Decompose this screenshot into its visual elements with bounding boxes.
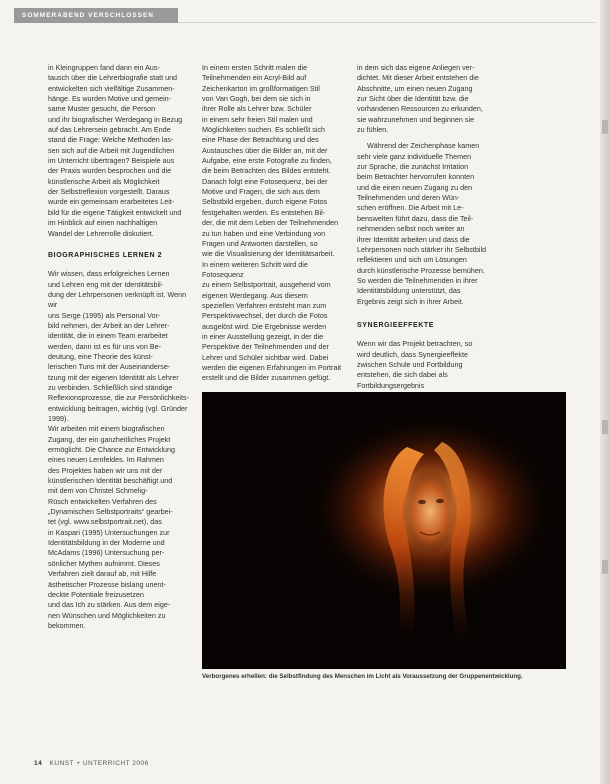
paragraph: Wenn wir das Projekt betrachten, so wird deutlich, dass Synergieeffekte zwischen Schule und Fortbildung entstehen, die sich dabei als Fortbildungsergebnis bbox=[357, 339, 473, 390]
page-number: 14 bbox=[34, 760, 43, 767]
page-footer bbox=[34, 760, 149, 767]
page-edge bbox=[600, 0, 610, 784]
edge-mark bbox=[602, 120, 608, 134]
subheading: BIOGRAPHISCHES LERNEN 2 bbox=[48, 251, 163, 259]
header-rule bbox=[178, 22, 596, 23]
text-column-2 bbox=[202, 63, 347, 384]
photo-caption: Verborgenes erhellen: die Selbstfindung des Menschen im Licht als Voraussetzung der Gruppenentwicklung. bbox=[202, 673, 523, 680]
paragraph: Während der Zeichenphase kamen sehr viele ganz individuelle Themen zur Sprache, die zunächst Irritation beim Betrachter hervorrufen konnten und die einen neuen Zugang zu den Teilnehmenden und deren Wün- schen eröffnen. Die Arbeit mit Le- benswelten führt dazu, dass die Teil- nehmenden selbst noch weiter an ihrer Identität arbeiten und dass die Lehrpersonen noch stärker ihr Selbstbild reflektieren und sich um Lösungen durch künstlerische Prozesse bemühen. So werden die Teilnehmenden in ihrer Identitätsbildung unterstützt, das Ergebnis zeigt sich in ihrer Arbeit. bbox=[357, 141, 487, 306]
paragraph: in Kleingruppen fand dann ein Aus- tausch über die Lehrerbiografie statt und entwickelten sich vielfältige Zusammen- hänge. Es wurden Motive und gemein- same Muster gesucht, die Person und ihr biografischer Werdegang in Bezug auf das Lehrersein gebracht. Am Ende stand die Frage: Welche Methoden las- sen sich auf die Arbeit mit Jugendlichen im Unterricht übertragen? Beispiele aus der Praxis wurden besprochen und die künstlerische Arbeit als Möglichkeit der Selbstreflexion vorgestellt. Daraus wurde ein gemeinsam erarbeitetes Leit- bild für die eigene Tätigkeit entwickelt und im Hinblick auf einen nachhaltigen Wandel der Lehrerrolle diskutiert. bbox=[48, 63, 183, 238]
text-column-3 bbox=[357, 63, 502, 391]
edge-mark bbox=[602, 420, 608, 434]
section-label: SOMMERABEND VERSCHLOSSEN bbox=[22, 12, 154, 19]
text-column-1 bbox=[48, 63, 193, 631]
paragraph: in dem sich das eigene Anliegen ver- dichtet. Mit dieser Arbeit entstehen die Abschnitte, um einen neuen Zugang zur Sicht über die Identität bzw. die vorhandenen Ressourcen zu erkunden, sie wahrzunehmen und beginnen sie zu fühlen. bbox=[357, 63, 483, 135]
section-header bbox=[14, 8, 178, 23]
subheading: SYNERGIEEFFEKTE bbox=[357, 321, 435, 329]
portrait-image bbox=[202, 392, 566, 669]
portrait-photo bbox=[202, 392, 566, 669]
paragraph: In einem ersten Schritt malen die Teilnehmenden ein Acryl-Bild auf Zeichenkarton im großformatigen Stil von Van Gogh, bei dem sie sich in ihrer Rolle als Lehrer bzw. Schüler in einem sehr freien Stil malen und Möglichkeiten suchen. Es schließt sich eine Phase der Betrachtung und des Austausches über die Bilder an, mit der Aufgabe, eine erste Fotografie zu finden, die beim Betrachten des Bildes entsteht. Danach folgt eine Fotosequenz, bei der Motive und Fragen, die sich aus dem Selbstbild ergeben, durch eigene Fotos festgehalten werden. Es entstehen Bil- der, die mit dem Leben der Teilnehmenden zu tun haben und eine Verbindung von Fragen und Antworten darstellen, so wie die Visualisierung der Identitätsarbeit. In einem weiteren Schritt wird die Fotosequenz zu einem Selbstportrait, ausgehend vom eigenen Werdegang. Aus diesem speziellen Verfahren entsteht man zum Perspektivwechsel, der durch die Fotos ausgelöst wird. Die Ergebnisse werden in einer Ausstellung gezeigt, in der die Perspektive der Teilnehmenden und der Lehrer und Schüler sichtbar wird. Dabei werden die eigenen Erfahrungen im Portrait erstellt und die Bilder zusammen gefügt. bbox=[202, 63, 342, 383]
edge-mark bbox=[602, 560, 608, 574]
paragraph: Wir wissen, dass erfolgreiches Lernen und Lehren eng mit der Identitätsbil- dung der Lehrpersonen verknüpft ist. Wenn wir uns Serge (1995) als Personal Vor- bild nehmen, der Arbeit an der Lehrer- identität, die in einem Team erarbeitet werden, dann ist es für uns von Be- deutung, eine Theorie des künst- lerischen Tuns mit der Auseinanderse- tzung mit der eigenen Identität als Lehrer zu verbinden. Schließlich sind ständige Reflexionsprozesse, die zur Persönlichkeits- entwicklung beitragen, wichtig (vgl. Gründer 1999). Wir arbeiten mit einem biografischen Zugang, der ein ganzheitliches Projekt ermöglicht. Die Chance zur Entwicklung eines neuen Lernfeldes. Im Rahmen des Projektes haben wir uns mit der künstlerischen Identität beschäftigt und mit dem von Christel Schmelig- Rüsch entwickelten Verfahren des „Dynamischen Selbstportraits“ gearbei- tet (vgl. www.selbstportrait.net), das in Kaspari (1995) Untersuchungen zur Identitätsbildung in der Moderne und McAdams (1996) Untersuchung per- sönlicher Mythen aufnimmt. Dieses Verfahren zielt darauf ab, mit Hilfe ästhetischer Prozesse bislang unent- deckte Potentiale freizusetzen und das Ich zu stärken. Aus dem eige- nen Wünschen und Möglichkeiten zu bekommen. bbox=[48, 269, 190, 630]
issue-label: KUNST + UNTERRICHT 2006 bbox=[49, 760, 149, 767]
